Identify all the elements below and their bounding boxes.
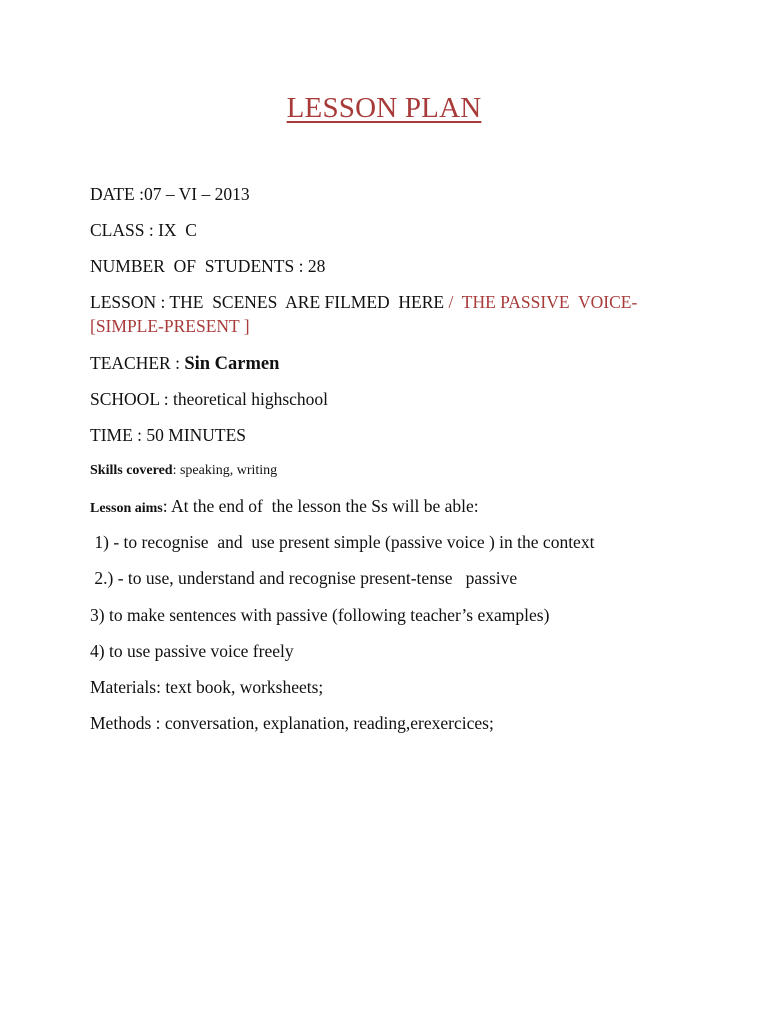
aims-value: : At the end of the lesson the Ss will be able:: [162, 496, 479, 516]
aim-item: 3) to make sentences with passive (following teacher’s examples): [90, 605, 550, 625]
materials-line: Materials: text book, worksheets;: [90, 677, 324, 697]
skills-label: Skills covered: [90, 463, 173, 478]
aim-item: 2.) - to use, understand and recognise present-tense passive: [90, 568, 518, 588]
skills-value: : speaking, writing: [172, 463, 278, 478]
lesson-line: [90, 290, 730, 314]
aims-label: Lesson aims: [90, 501, 163, 516]
lesson-label: LESSON :: [90, 292, 170, 312]
aim-item: 4) to use passive voice freely: [90, 641, 294, 661]
teacher-line: [90, 351, 730, 376]
aim-item: 1) - to recognise and use present simple (passive voice ) in the context: [90, 532, 595, 552]
date-value: 07 – VI – 2013: [143, 184, 250, 204]
methods-line: Methods : conversation, explanation, reading,erexercices;: [90, 713, 494, 733]
date-label: DATE :: [90, 184, 144, 204]
time-label: TIME :: [90, 425, 147, 445]
teacher-label: TEACHER :: [90, 353, 185, 373]
class-value: IX C: [158, 220, 197, 240]
students-value: 28: [307, 256, 326, 276]
skills-line: [90, 459, 730, 483]
time-line: [90, 423, 730, 447]
lesson-topic: / THE PASSIVE VOICE-: [444, 292, 638, 312]
time-value: 50 MINUTES: [146, 425, 247, 445]
school-line: [90, 387, 730, 411]
students-label: NUMBER OF STUDENTS :: [90, 256, 308, 276]
page-title: LESSON PLAN: [286, 92, 482, 124]
date-line: [90, 182, 730, 206]
school-label: SCHOOL :: [90, 389, 173, 409]
school-value: theoretical highschool: [172, 389, 329, 409]
class-label: CLASS :: [90, 220, 159, 240]
aims-line: [90, 494, 730, 521]
lesson-topic-continued: [SIMPLE-PRESENT ]: [90, 316, 250, 336]
class-line: [90, 218, 730, 242]
teacher-name: Sin Carmen: [184, 354, 280, 374]
lesson-value: THE SCENES ARE FILMED HERE: [169, 292, 445, 312]
students-line: [90, 254, 730, 278]
